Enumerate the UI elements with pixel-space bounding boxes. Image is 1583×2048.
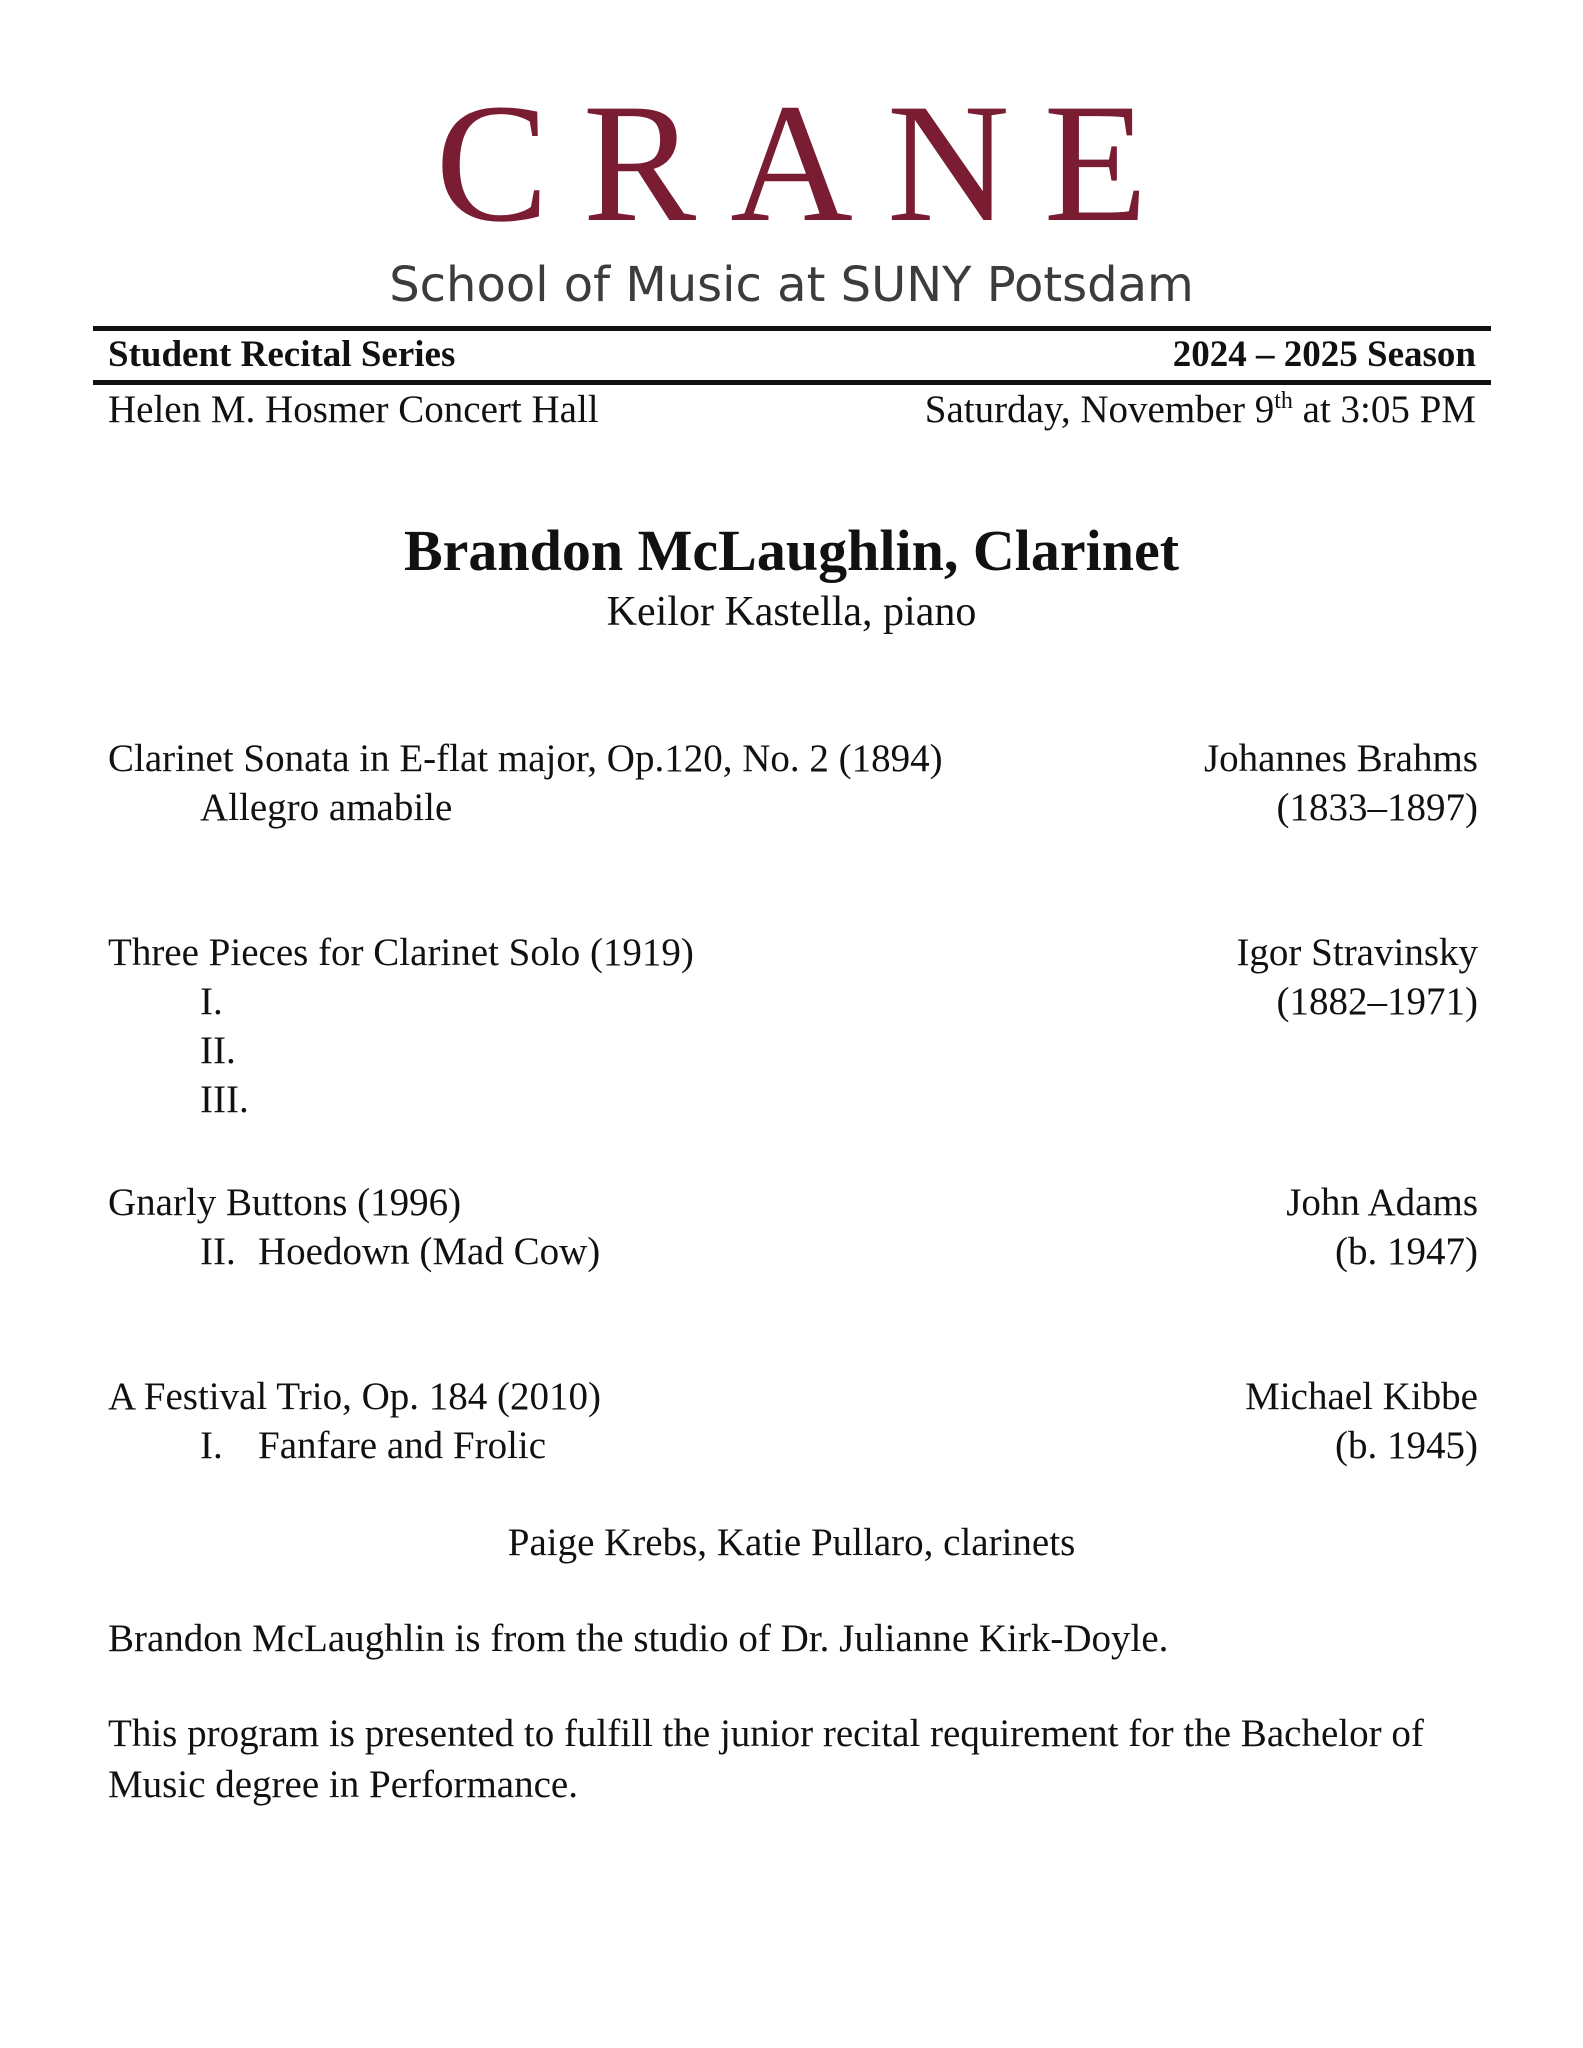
movement [108, 1227, 600, 1276]
accompanist-name: Keilor Kastella, piano [606, 589, 977, 635]
movement-name: Hoedown (Mad Cow) [258, 1230, 601, 1273]
header-top-rule [93, 326, 1491, 331]
movement-name: Fanfare and Frolic [258, 1424, 547, 1467]
composer-name: Michael Kibbe [1245, 1375, 1478, 1418]
piece-title: Clarinet Sonata in E-flat major, Op.120, No. 2 (1894) [108, 737, 943, 780]
program-item [108, 734, 1478, 832]
composer-name: Igor Stravinsky [1236, 931, 1478, 974]
series-title: Student Recital Series [108, 334, 456, 375]
movement: Allegro amabile [200, 786, 453, 829]
series-row [108, 333, 1476, 377]
movement: III. [200, 1078, 249, 1121]
movement-number: II. [200, 1230, 236, 1273]
composer-dates: (1833–1897) [1276, 786, 1478, 829]
recital-date [925, 386, 1476, 434]
composer-dates: (b. 1947) [1335, 1230, 1478, 1273]
composer-dates: (b. 1945) [1335, 1424, 1478, 1467]
date-prefix: Saturday, November 9 [924, 388, 1275, 431]
movement [108, 1421, 601, 1470]
date-time: at 3:05 PM [1292, 388, 1476, 431]
piece-title: Three Pieces for Clarinet Solo (1919) [108, 931, 694, 974]
performer-name: Brandon McLaughlin, Clarinet [403, 518, 1180, 583]
composer-name: John Adams [1286, 1181, 1478, 1224]
degree-note: This program is presented to fulfill the junior recital requirement for the Bachelor of Music degree in Performance. [108, 1712, 1424, 1806]
header-bottom-rule [93, 380, 1491, 385]
program-item [108, 928, 1478, 1124]
venue-name: Helen M. Hosmer Concert Hall [108, 388, 599, 431]
program-item [108, 1178, 1478, 1276]
movement: II. [200, 1029, 236, 1072]
piece-title: Gnarly Buttons (1996) [108, 1181, 462, 1224]
program-item [108, 1372, 1478, 1470]
composer-dates: (1882–1971) [1276, 980, 1478, 1023]
piece-title: A Festival Trio, Op. 184 (2010) [108, 1375, 601, 1418]
movement: I. [200, 980, 223, 1023]
composer-name: Johannes Brahms [1203, 737, 1478, 780]
studio-note: Brandon McLaughlin is from the studio of Dr. Julianne Kirk-Doyle. [108, 1617, 1169, 1660]
ensemble-note: Paige Krebs, Katie Pullaro, clarinets [507, 1521, 1076, 1564]
venue-row [108, 386, 1476, 434]
season-label: 2024 – 2025 Season [1172, 334, 1476, 375]
movement-number: I. [200, 1424, 223, 1467]
logo-subtitle: School of Music at SUNY Potsdam [389, 257, 1194, 313]
date-ordinal-suffix: th [1274, 388, 1293, 414]
crane-logo-wordmark: CRANE [435, 69, 1182, 257]
